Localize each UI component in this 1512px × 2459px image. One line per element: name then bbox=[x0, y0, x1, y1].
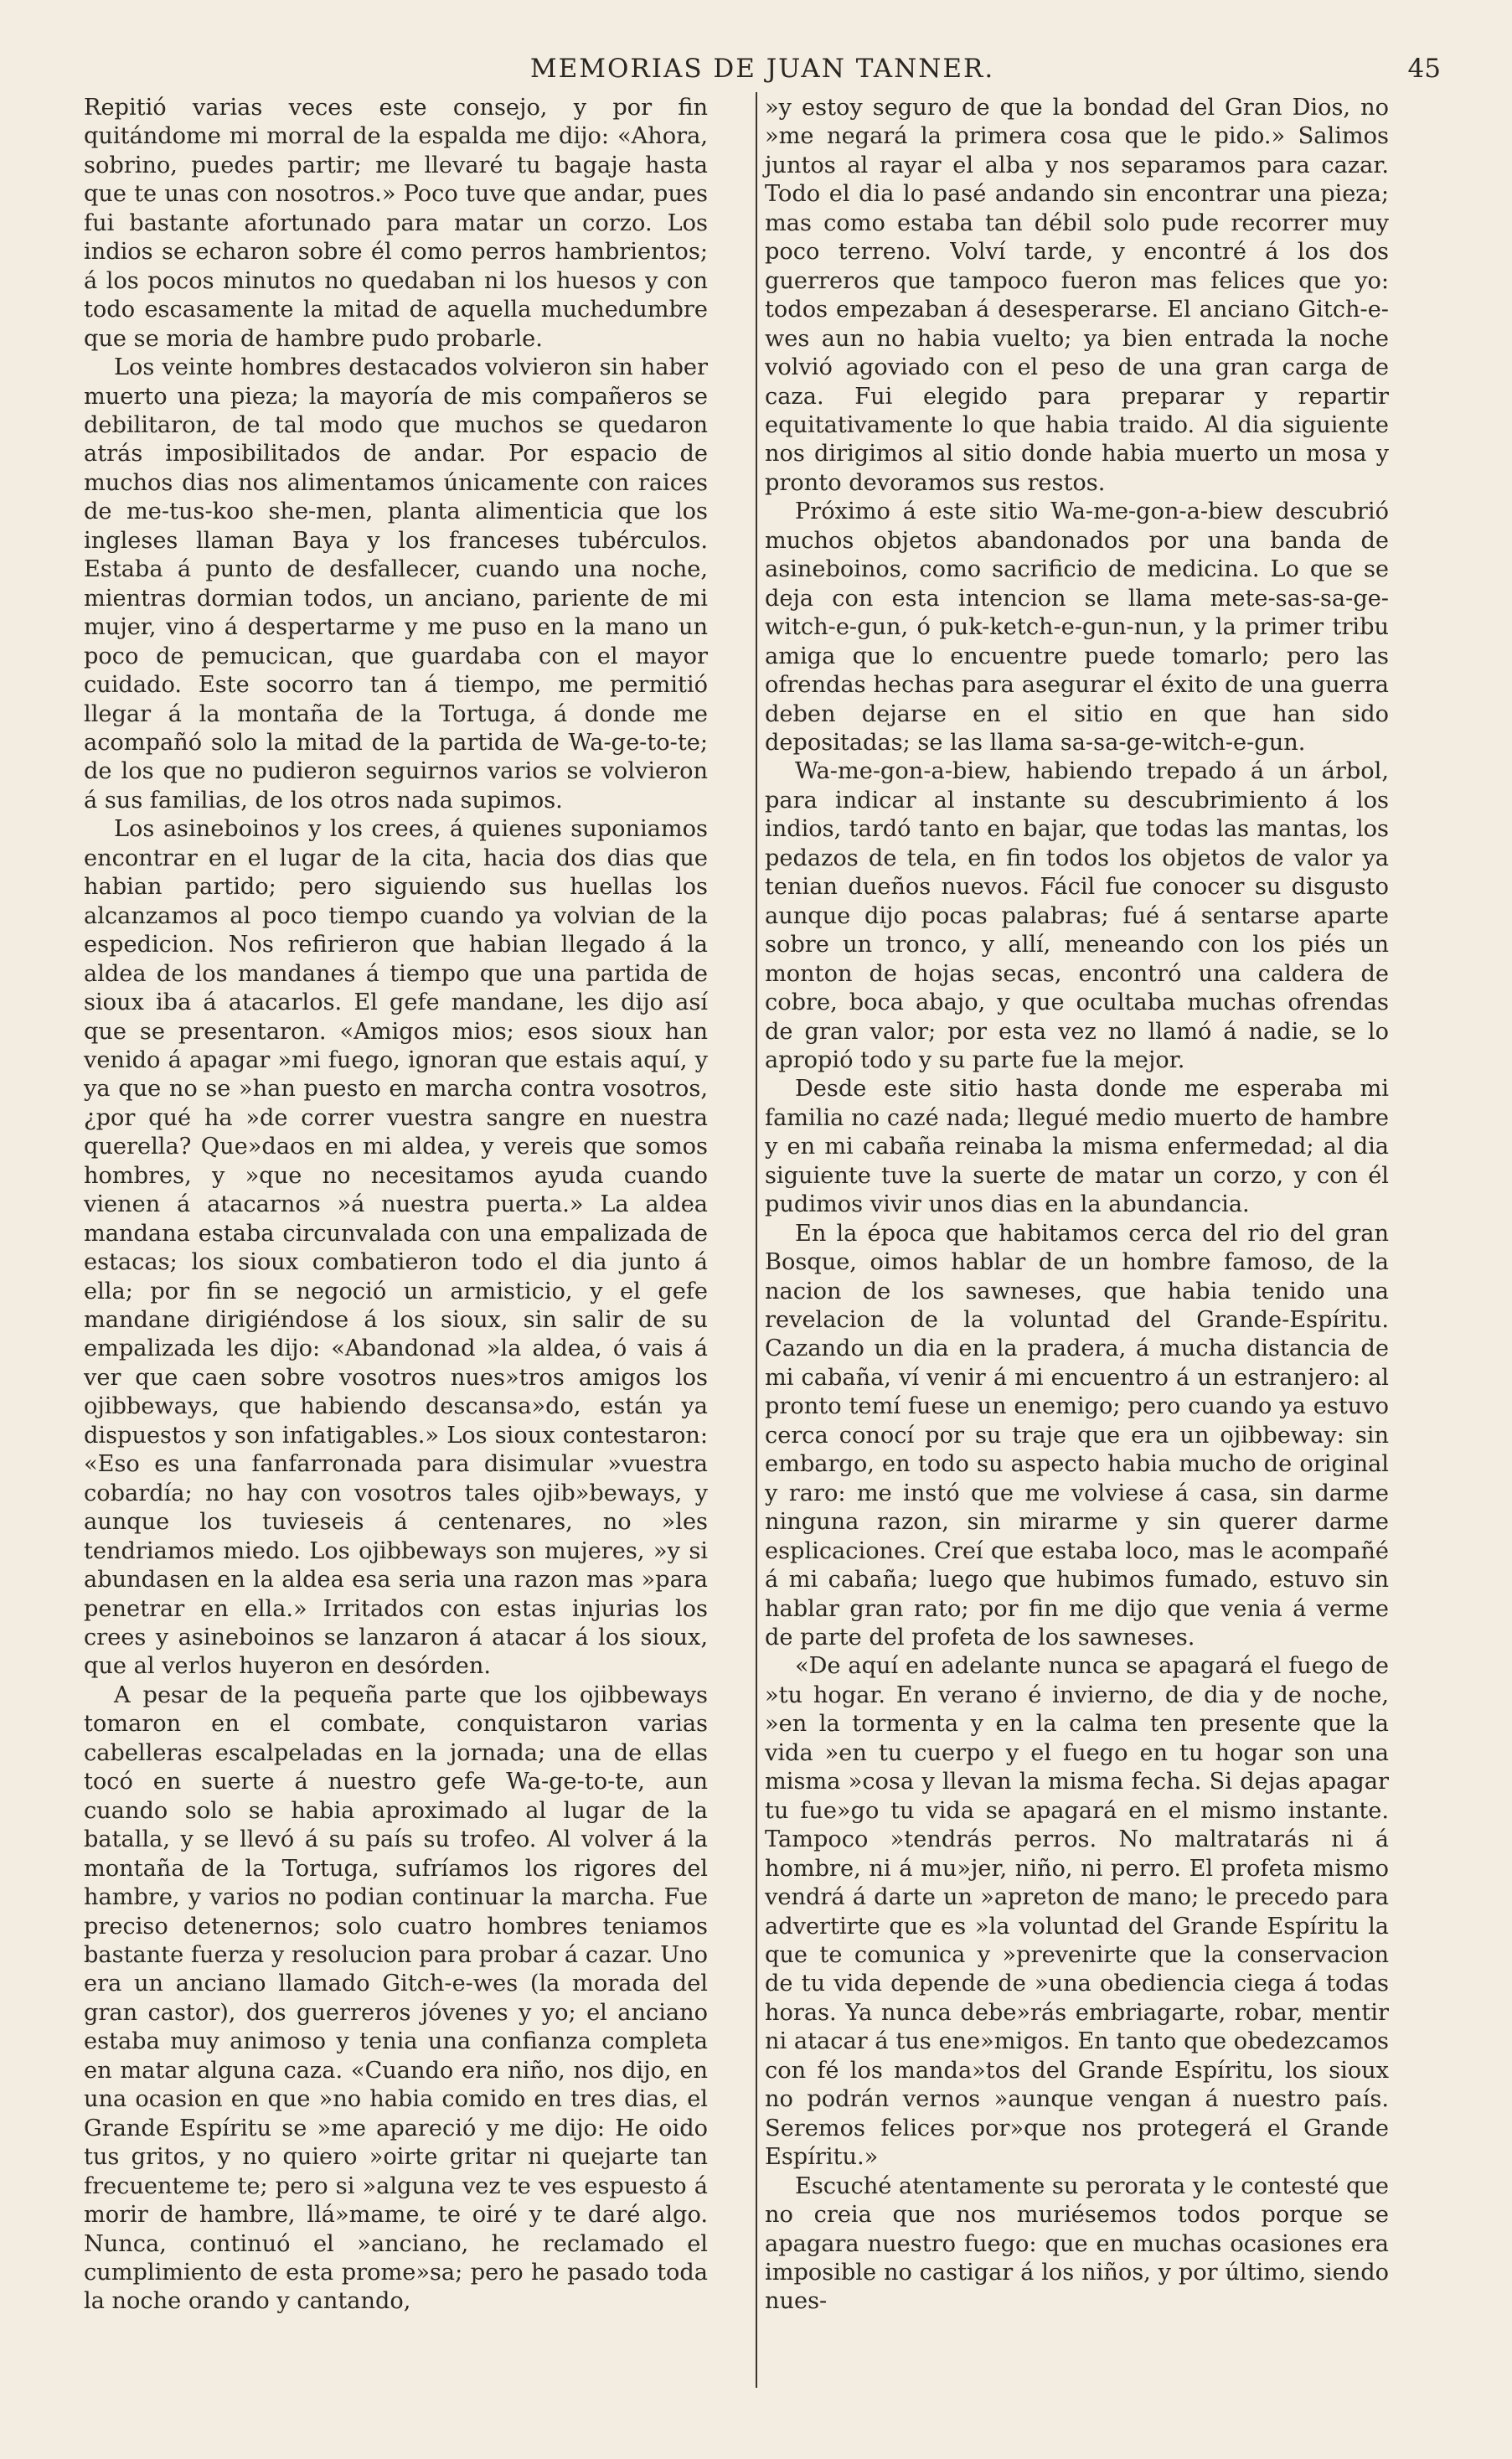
running-header bbox=[84, 49, 1441, 89]
paragraph: Desde este sitio hasta donde me esperaba mi familia no cazé nada; llegué medio muerto de hambre y en mi cabaña reinaba la misma enfermedad; al dia siguiente tuve la suerte de matar un corzo, y con él pudimos vivir unos dias en la abundancia. bbox=[765, 1076, 1389, 1218]
paragraph: Los asineboinos y los crees, á quienes suponiamos encontrar en el lugar de la cita, hacia dos dias que habian partido; pero siguiendo sus huellas los alcanzamos al poco tiempo cuando ya volvian de la espedicion. Nos refirieron que habian llegado á la aldea de los mandanes á tiempo que una partida de sioux iba á atacarlos. El gefe mandane, les dijo así que se presentaron. «Amigos mios; esos sioux han venido á apagar »mi fuego, ignoran que estais aquí, y ya que no se »han puesto en marcha contra vosotros, ¿por qué ha »de correr vuestra sangre en nuestra querella? Que»daos en mi aldea, y vereis que somos hombres, y »que no necesitamos ayuda cuando vienen á atacarnos »á nuestra puerta.» La aldea mandana estaba circunvalada con una empalizada de estacas; los sioux combatieron todo el dia junto á ella; por fin se negoció un armisticio, y el gefe mandane dirigiéndose á los sioux, sin salir de su empalizada les dijo: «Abandonad »la aldea, ó vais á ver que caen sobre vosotros nues»tros amigos los ojibbeways, que habiendo descansa»do, están ya dispuestos y son infatigables.» Los sioux contestaron: «Eso es una fanfarronada para disimular »vuestra cobardía; no hay con vosotros tales ojib»beways, y aunque los tuvieseis á centenares, no »les tendriamos miedo. Los ojibbeways son mujeres, »y si abundasen en la aldea esa seria una razon mas »para penetrar en ella.» Irritados con estas injurias los crees y asineboinos se lanzaron á atacar á los sioux, que al verlos huyeron en desórden. bbox=[84, 816, 708, 1680]
running-title: MEMORIAS DE JUAN TANNER. bbox=[529, 54, 995, 84]
paragraph: Escuché atentamente su perorata y le contesté que no creia que nos muriésemos todos porque se apagara nuestro fuego: que en muchas ocasiones era imposible no castigar á los niños, y por último, siendo nues- bbox=[765, 2172, 1390, 2315]
paragraph: Repitió varias veces este consejo, y por fin quitándome mi morral de la espalda me dijo: «Ahora, sobrino, puedes partir; me llevaré tu bagaje hasta que te unas con nosotros.» Poco tuve que andar, pues fui bastante afortunado para matar un corzo. Los indios se echaron sobre él como perros hambrientos; á los pocos minutos no quedaban ni los huesos y con todo escasamente la mitad de aquella muchedumbre que se moria de hambre pudo probarle. bbox=[84, 95, 708, 352]
paragraph: Próximo á este sitio Wa-me-gon-a-biew descubrió muchos objetos abandonados por una banda de asineboinos, como sacrificio de medicina. Lo que se deja con esta intencion se llama mete-sas-sa-ge-witch-e-gun, ó puk-ketch-e-gun-nun, y la primer tribu amiga que lo encuentre puede tomarlo; pero las ofrendas hechas para asegurar el éxito de una guerra deben dejarse en el sitio en que han sido depositadas; se las llama sa-sa-ge-witch-e-gun. bbox=[765, 499, 1389, 756]
paragraph: Wa-me-gon-a-biew, habiendo trepado á un árbol, para indicar al instante su descubrimiento á los indios, tardó tanto en bajar, que todas las mantas, los pedazos de tela, en fin todos los objetos de valor ya tenian dueños nuevos. Fácil fue conocer su disgusto aunque dijo pocas palabras; fué á sentarse aparte sobre un tronco, y allí, meneando con los piés un monton de hojas secas, encontró una caldera de cobre, boca abajo, y que ocultaba muchas ofrendas de gran valor; por esta vez no llamó á nadie, se lo apropió todo y su parte fue la mejor. bbox=[765, 758, 1389, 1073]
left-column bbox=[84, 94, 708, 2317]
column-divider bbox=[756, 92, 757, 2388]
paragraph: »y estoy seguro de que la bondad del Gran Dios, no »me negará la primera cosa que le pido.» Salimos juntos al rayar el alba y nos separamos para cazar. Todo el dia lo pasé andando sin encontrar una pieza; mas como estaba tan débil solo pude recorrer muy poco terreno. Volví tarde, y encontré á los dos guerreros que tampoco fueron mas felices que yo: todos empezaban á desesperarse. El anciano Gitch-e-wes aun no habia vuelto; ya bien entrada la noche volvió agoviado con el peso de una gran carga de caza. Fui elegido para preparar y repartir equitativamente lo que habia traido. Al dia siguiente nos dirigimos al sitio donde habia muerto un mosa y pronto devoramos sus restos. bbox=[765, 95, 1389, 496]
paragraph: A pesar de la pequeña parte que los ojibbeways tomaron en el combate, conquistaron varias cabelleras escalpeladas en la jornada; una de ellas tocó en suerte á nuestro gefe Wa-ge-to-te, aun cuando solo se habia aproximado al lugar de la batalla, y se llevó á su país su trofeo. Al volver á la montaña de la Tortuga, sufríamos los rigores del hambre, y varios no podian continuar la marcha. Fue preciso detenernos; solo cuatro hombres teniamos bastante fuerza y resolucion para probar á cazar. Uno era un anciano llamado Gitch-e-wes (la morada del gran castor), dos guerreros jóvenes y yo; el anciano estaba muy animoso y tenia una confianza completa en matar alguna caza. «Cuando era niño, nos dijo, en una ocasion en que »no habia comido en tres dias, el Grande Espíritu se »me apareció y me dijo: He oido tus gritos, y no quiero »oirte gritar ni quejarte tan frecuenteme te; pero si »alguna vez te ves espuesto á morir de hambre, llá»mame, te oiré y te daré algo. Nunca, continuó el »anciano, he reclamado el cumplimiento de esta prome»sa; pero he pasado toda la noche orando y cantando, bbox=[84, 1682, 708, 2315]
paragraph: «De aquí en adelante nunca se apagará el fuego de »tu hogar. En verano é invierno, de dia y de noche, »en la tormenta y en la calma ten presente que la vida »en tu cuerpo y el fuego en tu hogar son una misma »cosa y llevan la misma fecha. Si dejas apagar tu fue»go tu vida se apagará en el mismo instante. Tampoco »tendrás perros. No maltratarás ni á hombre, ni á mu»jer, niño, ni perro. El profeta mismo vendrá á darte un »apreton de mano; le precedo para advertirte que es »la voluntad del Grande Espíritu la que te comunica y »prevenirte que la conservacion de tu vida depende de »una obediencia ciega á todas horas. Ya nunca debe»rás embriagarte, robar, mentir ni atacar á tus ene»migos. En tanto que obedezcamos con fé los manda»tos del Grande Espíritu, los sioux no podrán vernos »aunque vengan á nuestro país. Seremos felices por»que nos protegerá el Grande Espíritu.» bbox=[765, 1653, 1389, 2171]
page-number: 45 bbox=[1407, 54, 1441, 84]
paragraph: En la época que habitamos cerca del rio del gran Bosque, oimos hablar de un hombre famoso, de la nacion de los sawneses, que habia tenido una revelacion de la voluntad del Grande-Espíritu. Cazando un dia en la pradera, á mucha distancia de mi cabaña, ví venir á mi encuentro á un estranjero: al pronto temí fuese un enemigo; pero cuando ya estuvo cerca conocí por su traje que era un ojibbeway: sin embargo, en todo su aspecto habia mucho de original y raro: me instó que me volviese á casa, sin darme ninguna razon, sin mirarme y sin querer darme esplicaciones. Creí que estaba loco, mas le acompañé á mi cabaña; luego que hubimos fumado, estuvo sin hablar gran rato; por fin me dijo que venia á verme de parte del profeta de los sawneses. bbox=[765, 1220, 1389, 1651]
right-column bbox=[765, 94, 1389, 2317]
paragraph: Los veinte hombres destacados volvieron sin haber muerto una pieza; la mayoría de mis compañeros se debilitaron, de tal modo que muchos se quedaron atrás imposibilitados de andar. Por espacio de muchos dias nos alimentamos únicamente con raices de me-tus-koo she-men, planta alimenticia que los ingleses llaman Baya y los franceses tubérculos. Estaba á punto de desfallecer, cuando una noche, mientras dormian todos, un anciano, pariente de mi mujer, vino á despertarme y me puso en la mano un poco de pemucican, que guardaba con el mayor cuidado. Este socorro tan á tiempo, me permitió llegar á la montaña de la Tortuga, á donde me acompañó solo la mitad de la partida de Wa-ge-to-te; de los que no pudieron seguirnos varios se volvieron á sus familias, de los otros nada supimos. bbox=[84, 354, 708, 814]
